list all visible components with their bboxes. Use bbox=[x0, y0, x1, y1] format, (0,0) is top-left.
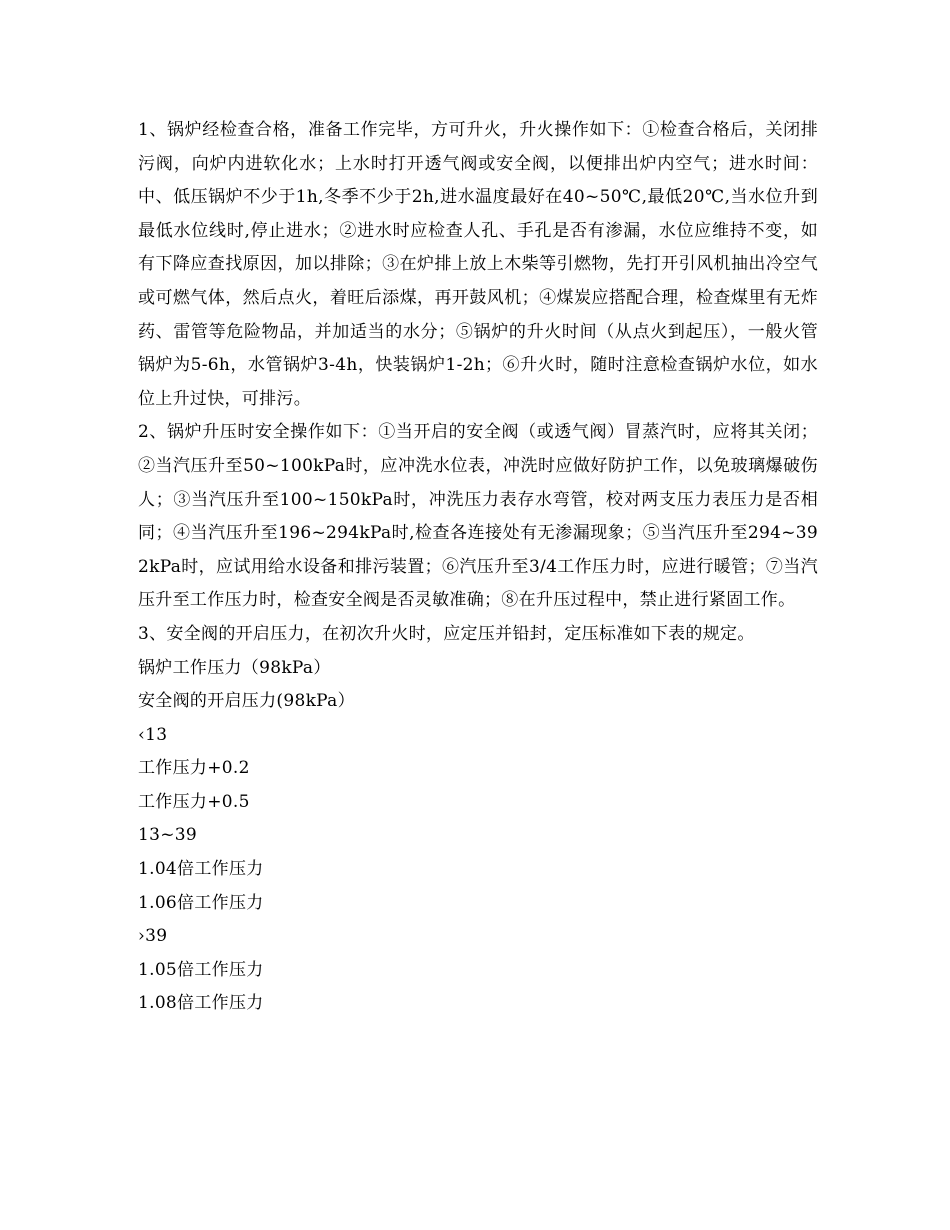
table-cell: ‹13 bbox=[138, 724, 168, 745]
paragraph-safety-valve: 3、安全阀的开启压力，在初次升火时，应定压并铅封，定压标准如下表的规定。 bbox=[138, 623, 755, 644]
table-cell: 1.05倍工作压力 bbox=[138, 959, 264, 980]
table-cell: ›39 bbox=[138, 926, 168, 947]
table-cell: 工作压力+0.2 bbox=[138, 758, 250, 779]
table-header-valve-pressure: 安全阀的开启压力(98kPa） bbox=[138, 691, 355, 712]
table-cell: 13~39 bbox=[138, 825, 198, 846]
table-cell: 工作压力+0.5 bbox=[138, 791, 250, 812]
table-cell: 1.04倍工作压力 bbox=[138, 859, 264, 880]
pressure-table bbox=[138, 652, 818, 1022]
table-header-boiler-pressure: 锅炉工作压力（98kPa） bbox=[138, 657, 331, 678]
paragraph-boiler-pressure-rise: 2、锅炉升压时安全操作如下：①当开启的安全阀（或透气阀）冒蒸汽时，应将其关闭；②当汽压升至50~100kPa时，应冲洗水位表，冲洗时应做好防护工作，以免玻璃爆破伤人；③当汽压升至100~150kPa时，冲洗压力表存水弯管，校对两支压力表压力是否相同；④当汽压升至196~294kPa时,检查各连接处有无渗漏现象；⑤当汽压升至294~392kPa时，应试用给水设备和排污装置；⑥汽压升至3/4工作压力时，应进行暖管；⑦当汽压升至工作压力时，检查安全阀是否灵敏准确；⑧在升压过程中，禁止进行紧固工作。 bbox=[138, 422, 818, 611]
table-cell: 1.08倍工作压力 bbox=[138, 993, 264, 1014]
paragraph-boiler-ignition: 1、锅炉经检查合格，准备工作完毕，方可升火，升火操作如下：①检查合格后，关闭排污阀，向炉内进软化水；上水时打开透气阀或安全阀，以便排出炉内空气；进水时间：中、低压锅炉不少于1h,冬季不少于2h,进水温度最好在40~50℃,最低20℃,当水位升到最低水位线时,停止进水；②进水时应检查人孔、手孔是否有渗漏，水位应维持不变，如有下降应查找原因，加以排除；③在炉排上放上木柴等引燃物，先打开引风机抽出冷空气或可燃气体，然后点火，着旺后添煤，再开鼓风机；④煤炭应搭配合理，检查煤里有无炸药、雷管等危险物品，并加适当的水分；⑤锅炉的升火时间（从点火到起压），一般火管锅炉为5-6h，水管锅炉3-4h，快装锅炉1-2h；⑥升火时，随时注意检查锅炉水位，如水位上升过快，可排污。 bbox=[138, 120, 818, 409]
document-page bbox=[138, 114, 818, 1021]
table-cell: 1.06倍工作压力 bbox=[138, 892, 264, 913]
